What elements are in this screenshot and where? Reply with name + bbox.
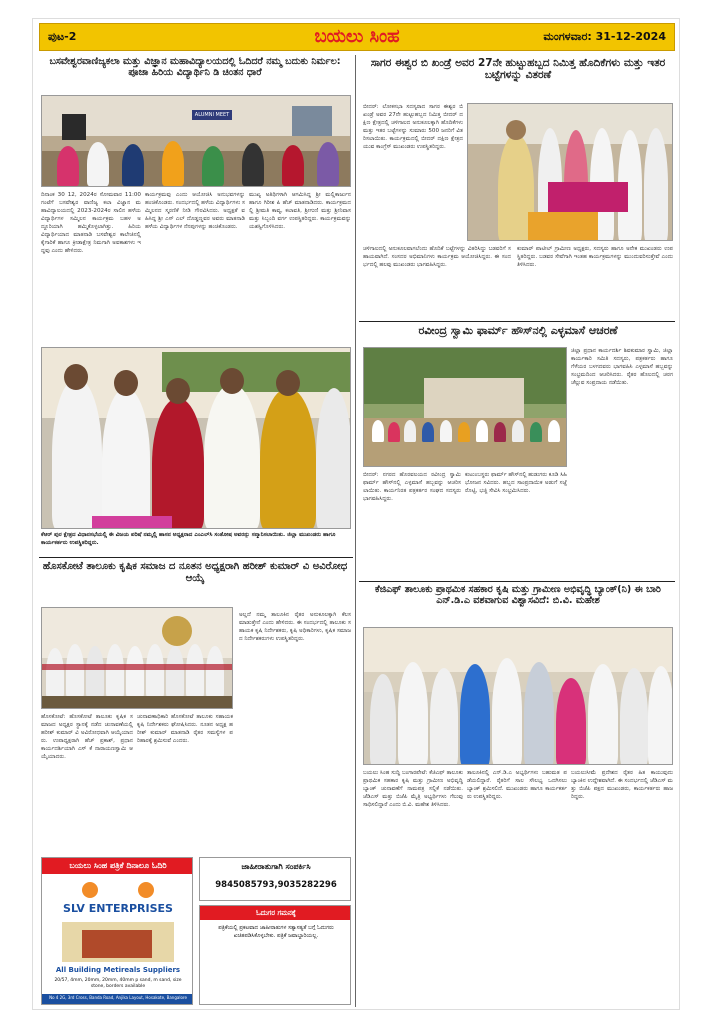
page-number: ಪುಟ-2 (48, 30, 77, 43)
slv-name: SLV ENTERPRISES (63, 902, 173, 915)
alumni-banner: ALUMNI MEET (192, 110, 232, 120)
story3-headline: ಸಾಗರ ಈಶ್ವರ ಬಿ ಖಂಡ್ರೆ ಅವರ 27ನೇ ಹುಟ್ಟುಹಬ್ಬದ ನಿಮಿತ್ತ ಹೊದಿಕೆಗಳು ಮತ್ತು ಇತರ ಬಟ್ಟೆಗಳನ್ನು ವಿತರಣೆ (370, 57, 666, 82)
advertisement-contact-box (199, 857, 351, 901)
read-paper-banner: ಬಯಲು ಸಿಂಹ ಪತ್ರಿಕೆ ದಿನಾಲೂ ಓದಿರಿ (42, 858, 193, 874)
story2-body-right: ಅಲ್ಲದೆ ನಮ್ಮ ತಾಲೂಕಿನ ರೈತರ ಅನುಕೂಲಕ್ಕಾಗಿ ಕೆಲಸ ಮಾಡುತ್ತೇನೆ ಎಂದು ಹೇಳಿದರು. ಈ ಸಂದರ್ಭದಲ್ಲಿ ತಾಲೂಕು ಸಹಾಯಕ ಕೃಷಿ ನಿರ್ದೇಶಕರು, ಕೃಷಿ ಅಧಿಕಾರಿಗಳು, ಕೃಷಿಕ ಸಮಾಜದ ನಿರ್ದೇಶಕರುಗಳು ಉಪಸ್ಥಿತರಿದ್ದರು. (239, 612, 351, 642)
story4-body-mid: ಕುಟುಂಬಸ್ಥರು ಫಾರ್ಮ್ ಹೌಸ್‌ನಲ್ಲಿ ಹುಡುಗರು ಕೂಡಿ ಸಿಹಿ ಭೋಜನ ಸವಿದರು. ಹಬ್ಬದ ಸಾಂಪ್ರದಾಯಿಕ ಅಡುಗೆ ಸಜ್ಜೆ ರೊಟ್ಟಿ, ಭಜ್ಜಿ ಸೇವಿಸಿ ಸಂಭ್ರಮಿಸಿದರು. (465, 472, 567, 494)
ad-contact-title: ಜಾಹೀರಾತುಗಾಗಿ ಸಂಪರ್ಕಿಸಿ (241, 862, 311, 871)
story5-headline: ಕೆಜಿಎಫ್ ತಾಲೂಕು ಪ್ರಾಥಮಿಕ ಸಹಕಾರ ಕೃಷಿ ಮತ್ತು ಗ್ರಾಮೀಣ ಅಭಿವೃದ್ಧಿ ಬ್ಯಾಂಕ್(ನಿ) ಈ ಬಾರಿ ಎನ್.ಡಿ.ಎ ವಶವಾಗುವ ವಿಶ್ವಾಸವಿದೆ: ಬಿ.ವಿ. ಮಹೇಶ (375, 585, 661, 606)
story3-photo (467, 103, 673, 241)
readers-notice-text: ಪತ್ರಿಕೆಯಲ್ಲಿ ಪ್ರಕಟವಾದ ಜಾಹೀರಾತುಗಳ ಸತ್ಯಾಸತ್ಯತೆ ಬಗ್ಗೆ ಓದುಗರು ಖಚಿತಪಡಿಸಿಕೊಳ್ಳಬೇಕು. ಪತ್ರಿಕೆ ಜವಾಬ್ದಾರಿಯಲ್ಲ. (218, 925, 334, 939)
story4-body-right: ಜಿಲ್ಲಾ ಪ್ರಧಾನ ಕಾರ್ಯದರ್ಶಿ ಶಿವಕುಮಾರ ಸ್ವಾಮಿ, ಜಿಲ್ಲಾ ಕಾರ್ಯಕಾರಿ ಸಮಿತಿ ಸದಸ್ಯರು, ಪತ್ರಕರ್ತರು ಹಾಗೂ ಗೆಳೆಯರ ಬಳಗದವರು ಭಾಗವಹಿಸಿ ಎಳ್ಳಮಾಸೆ ಹಬ್ಬವನ್ನು ಸಂಭ್ರಮದಿಂದ ಆಚರಿಸಿದರು. ರೈತರ ಹೊಲದಲ್ಲಿ ಚರಗ ಚೆಲ್ಲುವ ಸಂಪ್ರದಾಯ ನಡೆಯಿತು. (571, 348, 673, 386)
story5-body-col3: ಬಯಲುಸೀಮೆ ಪ್ರದೇಶದ ರೈತರ ಹಿತ ಕಾಯುವುದು ಬ್ಯಾಂಕಿನ ಉದ್ದೇಶವಾಗಿದೆ. ಈ ಸಂದರ್ಭದಲ್ಲಿ ಜೆಡಿಎಸ್ ಮತ್ತು ಬಿಜೆಪಿ ಪಕ್ಷದ ಮುಖಂಡರು, ಕಾರ್ಯಕರ್ತರು ಹಾಜರಿದ್ದರು. (571, 770, 673, 800)
story5-body-col1: ಬಯಲು ಸಿಂಹ ಸುದ್ದಿ ಬಂಗಾರಪೇಟೆ: ಕೆಜಿಎಫ್ ತಾಲೂಕು ಪ್ರಾಥಮಿಕ ಸಹಕಾರ ಕೃಷಿ ಮತ್ತು ಗ್ರಾಮೀಣ ಅಭಿವೃದ್ಧಿ ಬ್ಯಾಂಕ್ ಚುನಾವಣೆಗೆ ನಾಮಪತ್ರ ಸಲ್ಲಿಕೆ ನಡೆಯಿತು. ಜೆಡಿಎಸ್ ಮತ್ತು ಬಿಜೆಪಿ ಮೈತ್ರಿ ಅಭ್ಯರ್ಥಿಗಳು ಗೆಲುವು ಸಾಧಿಸಲಿದ್ದಾರೆ ಎಂದು ಬಿ.ವಿ. ಮಹೇಶ ತಿಳಿಸಿದರು. (363, 770, 463, 808)
story2-photo (41, 607, 233, 709)
story3-body-col3: ಕುಮಾರ್ ಪಾಟೀಲ್ ಗ್ರಾಮೀಣ ಅಧ್ಯಕ್ಷರು, ಸದಸ್ಯರು ಹಾಗೂ ಅನೇಕ ಮುಖಂಡರು ಉಪಸ್ಥಿತರಿದ್ದರು. ಬಡವರ ಸೇವೆಗಾಗಿ ಇಂತಹ ಕಾರ್ಯಕ್ರಮಗಳನ್ನು ಮುಂದುವರಿಸುತ್ತೇವೆ ಎಂದು ತಿಳಿಸಿದರು. (517, 246, 673, 268)
slv-enterprises-ad (41, 857, 193, 1005)
story2-headline: ಹೊಸಕೋಟೆ ತಾಲೂಕು ಕೃಷಿಕ ಸಮಾಜ ದ ನೂತನ ಅಧ್ಯಕ್ಷರಾಗಿ ಹರೀಶ್ ಕುಮಾರ್ ವಿ ಅವಿರೋಧ ಆಯ್ಕೆ (42, 561, 348, 584)
issue-date: ಮಂಗಳವಾರ: 31-12-2024 (543, 30, 666, 43)
slv-address: No 4 2G, 3rd Cross, Banda Road, Anjika Layout, Hosakote, Bangalore (42, 994, 193, 1005)
readers-notice-box (199, 905, 351, 1005)
felicitation-photo (41, 347, 351, 529)
story2-body-left: ಹೊಸಕೋಟೆ: ಹೊಸಕೋಟೆ ತಾಲೂಕು ಕೃಷಿಕ ಸಮಾಜದ ಅಧ್ಯಕ್ಷರ ಸ್ಥಾನಕ್ಕೆ ನಡೆದ ಚುನಾವಣೆಯಲ್ಲಿ ಹರೀಶ್ ಕುಮಾರ್ ವಿ ಅವಿರೋಧವಾಗಿ ಆಯ್ಕೆಯಾದರು. ಉಪಾಧ್ಯಕ್ಷರಾಗಿ ಹೆಚ್ ಪ್ರಕಾಶ್, ಪ್ರಧಾನ ಕಾರ್ಯದರ್ಶಿಯಾಗಿ ಎಸ್ ಕೆ ನಾರಾಯಣಸ್ವಾಮಿ ಆಯ್ಕೆಯಾದರು. (41, 714, 133, 760)
felicitation-caption: ಕೆಆರ್ ಪುರ ಕ್ಷೇತ್ರದ ವಿಧಾನಸಭೆಯಲ್ಲಿ ಈ ವಿಜಯ ಪರಿಷೆ ನಮ್ಮಲ್ಲಿ ಹಾಸನ ಅಧ್ಯಕ್ಷರಾದ ಎಂಎಲ್‌ಸಿ ಸಂತೋಷ ಅವರನ್ನು ಸನ್ಮಾನಿಸಲಾಯಿತು. ಜಿಲ್ಲಾ ಮುಖಂಡರು ಹಾಗೂ ಕಾರ್ಯಕರ್ತರು ಉಪಸ್ಥಿತರಿದ್ದರು. (41, 532, 336, 546)
story1-body-col1: ದಿನಾಂಕ 30 12, 2024ರ ಸೋಮವಾರ 11:00 ಗಂಟೆಗೆ ಬಸವೇಶ್ವರ ವಾಣಿಜ್ಯ ಕಲಾ ವಿಜ್ಞಾನ ಮಹಾವಿದ್ಯಾಲಯದಲ್ಲಿ 2023-2024ರ ಸಾಲಿನ ಹಳೆಯ ವಿದ್ಯಾರ್ಥಿಗಳ ಸಮ್ಮಿಲನ ಕಾರ್ಯಕ್ರಮ ಬಹಳ ಅದ್ದೂರಿಯಾಗಿ ಹಮ್ಮಿಕೊಳ್ಳಲಾಗಿತ್ತು. ಹಿರಿಯ ವಿದ್ಯಾರ್ಥಿಯಾದ ಮಾತನಾಡಿ ಬಸವೇಶ್ವರ ಕಾಲೇಜಿನಲ್ಲಿ ಕೈಗಾರಿಕೆ ಹಾಗೂ ಕ್ರೀಡಾಕ್ಷೇತ್ರ ನಿಮಗಾಗಿ ಅವಕಾಶಗಳು ಇದ್ದವು ಎಂದು ಹೇಳಿದರು. (41, 192, 141, 254)
paper-title: ಬಯಲು ಸಿಂಹ (314, 26, 400, 47)
story5-photo (363, 627, 673, 765)
slv-details: 20/57, 4mm, 20mm, 20mm, 40mm p sand, m sand, size stone, borders available (54, 978, 182, 989)
slv-tagline: All Building Metireals Suppliers (55, 966, 181, 974)
story3-body-col2: ಚಳಿಗಾಲದಲ್ಲಿ ಅನುಕೂಲವಾಗಲೆಂದು ಹೊದಿಕೆ ಬಟ್ಟೆಗಳನ್ನು ವಿತರಿಸಿದ್ದು ಬಡವರಿಗೆ ಸಹಾಯವಾಗಿದೆ. ಸಂಸದರ ಅಭಿಮಾನಿಗಳು ಕಾರ್ಯಕ್ರಮ ಆಯೋಜಿಸಿದ್ದರು. ಈ ಸಂದರ್ಭದಲ್ಲಿ ಹಲವು ಮುಖಂಡರು ಭಾಗವಹಿಸಿದ್ದರು. (363, 246, 511, 268)
story1-body-col2: ಕಾರ್ಯಕ್ರಮವು ಎಂದು ಆಯೋಜಿಸಿ ಅನುಭವಗಳನ್ನು ಹಂಚಿಕೊಂಡರು. ಸಂದರ್ಭದಲ್ಲಿ ಹಳೆಯ ವಿದ್ಯಾರ್ಥಿಗಳು ಸಮ್ಮಿಲನದ ಸ್ಮರಣಿಕೆ ನೀಡಿ ಗೌರವಿಸಿದರು. ಅಧ್ಯಕ್ಷತೆ ವಹಿಸಿದ್ದ ಶ್ರೀ ಎಸ್ ಎಲ್ ದೊಡ್ಡಣ್ಣವರ ಅವರು ಮಾತನಾಡಿ ಹಳೆಯ ವಿದ್ಯಾರ್ಥಿಗಳ ನೆನಪುಗಳನ್ನು ಹಂಚಿಕೊಂಡರು. (145, 192, 245, 230)
story4-headline: ರವೀಂದ್ರ ಸ್ವಾಮಿ ಫಾರ್ಮ್ ಹೌಸ್‌ನಲ್ಲಿ ಎಳ್ಳಮಾಸೆ ಆಚರಣೆ (418, 325, 618, 337)
readers-notice-title: ಓದುಗರ ಗಮನಕ್ಕೆ (200, 906, 351, 920)
story2-body-mid: ಚುನಾವಣಾಧಿಕಾರಿ ಹೊಸಕೋಟೆ ತಾಲೂಕು ಸಹಾಯಕ ಕೃಷಿ ನಿರ್ದೇಶಕರು ಘೋಷಿಸಿದರು. ನೂತನ ಅಧ್ಯಕ್ಷ ಹರೀಶ್ ಕುಮಾರ್ ಮಾತನಾಡಿ ರೈತರ ಸಮಸ್ಯೆಗಳ ಪರಿಹಾರಕ್ಕೆ ಶ್ರಮಿಸುವೆ ಎಂದರು. (137, 714, 233, 744)
newspaper-page (32, 18, 680, 1010)
story3-body-col1: ಬೀದರ್: ಲೋಕಸಭಾ ಸದಸ್ಯರಾದ ಸಾಗರ ಈಶ್ವರ ಬಿ ಖಂಡ್ರೆ ಅವರ 27ನೇ ಹುಟ್ಟುಹಬ್ಬದ ನಿಮಿತ್ತ ಬೀದರ್ ದಕ್ಷಿಣ ಕ್ಷೇತ್ರದಲ್ಲಿ ಚಳಿಗಾಲದ ಅನುಕೂಲಕ್ಕಾಗಿ ಹೊದಿಕೆಗಳು ಮತ್ತು ಇತರ ಬಟ್ಟೆಗಳನ್ನು ಸುಮಾರು 500 ಜನರಿಗೆ ವಿತರಿಸಲಾಯಿತು. ಕಾರ್ಯಕ್ರಮದಲ್ಲಿ ಬೀದರ್ ದಕ್ಷಿಣ ಕ್ಷೇತ್ರದ ಯುವ ಕಾಂಗ್ರೆಸ್ ಮುಖಂಡರು ಉಪಸ್ಥಿತರಿದ್ದರು. (363, 104, 463, 150)
story1-body-col3: ಮುಖ್ಯ ಅತಿಥಿಗಳಾಗಿ ಆಗಮಿಸಿದ್ದ ಶ್ರೀ ಮಲ್ಲಿಕಾರ್ಜುನ ಹಾಗೂ ಗಿರೀಶ ಪಿ ಹೆಚ್ ಮಾತನಾಡಿದರು. ಕಾರ್ಯಕ್ರಮದಲ್ಲಿ ಶ್ರೀಮತಿ ಕಾವ್ಯ, ಕಲಾವತಿ, ಶ್ರೀಗುಣಿ ಮತ್ತು ಶ್ರೀನಿವಾಸ ಮತ್ತು ಸಿಬ್ಬಂದಿ ವರ್ಗ ಉಪಸ್ಥಿತರಿದ್ದರು. ಕಾರ್ಯಕ್ರಮವನ್ನು ಯಶಸ್ವಿಗೊಳಿಸಿದರು. (249, 192, 351, 230)
story1-photo (41, 95, 351, 187)
story4-photo (363, 347, 567, 467)
ad-contact-phones: 9845085793,9035282296 (215, 880, 337, 890)
story4-body-left: ಬೀದರ್: ನಗರದ ಹೊರವಲಯದ ರವೀಂದ್ರ ಸ್ವಾಮಿ ಫಾರ್ಮ್ ಹೌಸ್‌ನಲ್ಲಿ ಎಳ್ಳಮಾಸೆ ಹಬ್ಬವನ್ನು ಆಚರಿಸಲಾಯಿತು. ಕಾರ್ಯನಿರತ ಪತ್ರಕರ್ತರ ಸಂಘದ ಸದಸ್ಯರು ಭಾಗವಹಿಸಿದ್ದರು. (363, 472, 461, 502)
masthead (39, 23, 675, 51)
story1-headline: ಬಸವೇಶ್ವರವಾಣಿಜ್ಯಕಲಾ ಮತ್ತು ವಿಜ್ಞಾನ ಮಹಾವಿದ್ಯಾಲಯದಲ್ಲಿ ಓದಿದರೆ ನಮ್ಮ ಬದುಕು ನಿರ್ಮಲ: ಪೂಜಾ ಹಿರಿಯ ವಿದ್ಯಾರ್ಥಿನಿ ಡಿ ಚಿಂತನ ಧಾರೆ (49, 57, 341, 78)
story5-body-col2: ತಾಲೂಕಿನಲ್ಲಿ ಎನ್.ಡಿ.ಎ ಅಭ್ಯರ್ಥಿಗಳು ಬಹುಮತ ಪಡೆಯಲಿದ್ದಾರೆ. ರೈತರಿಗೆ ಸಾಲ ಸೌಲಭ್ಯ ಒದಗಿಸಲು ಬ್ಯಾಂಕ್ ಶ್ರಮಿಸಲಿದೆ. ಮುಖಂಡರು ಹಾಗೂ ಕಾರ್ಯಕರ್ತರು ಉಪಸ್ಥಿತರಿದ್ದರು. (467, 770, 567, 800)
